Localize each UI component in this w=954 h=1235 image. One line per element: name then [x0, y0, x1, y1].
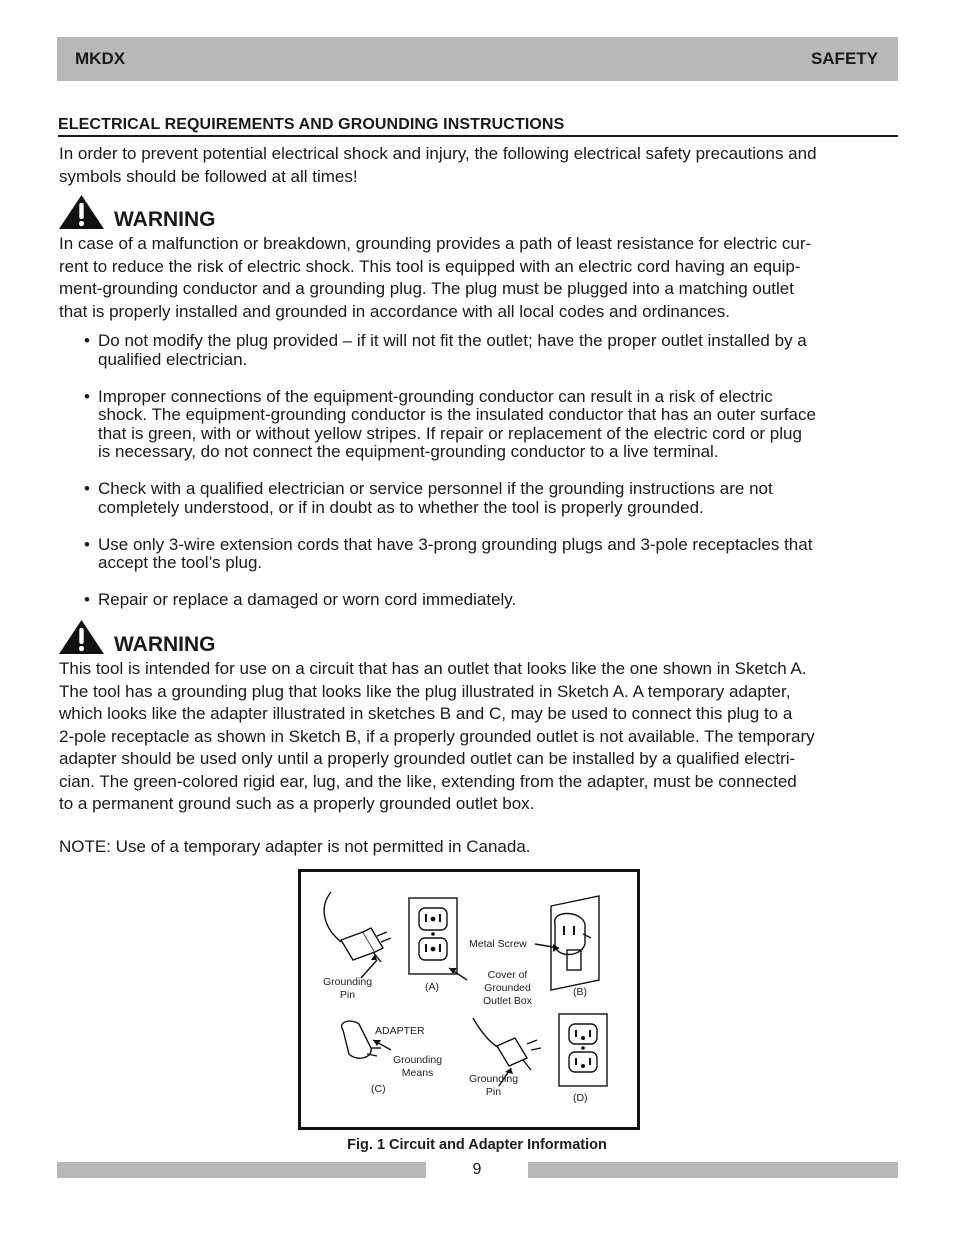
safety-bullet-list	[84, 332, 899, 628]
label-sketch-d: (D)	[573, 1092, 588, 1104]
intro-paragraph: In order to prevent potential electrical shock and injury, the following electrical safety precautions and symbols should be followed at all times!	[59, 144, 817, 186]
page-header	[57, 37, 898, 81]
warning-label: WARNING	[114, 208, 216, 231]
section-title: ELECTRICAL REQUIREMENTS AND GROUNDING INSTRUCTIONS	[58, 116, 898, 137]
warning-2-text: This tool is intended for use on a circuit that has an outlet that looks like the one shown in Sketch A. The tool has a grounding plug that looks like the plug illustrated in Sketch A. A temporary adapter, which looks like the adapter illustrated in sketches B and C, may be used to connect this plug to a 2-pole receptacle as shown in Sketch B, if a properly grounded outlet is not available. The temporary adapter should be used only until a properly grounded outlet can be installed by a qualified electri- cian. The green-colored rigid ear, lug, and the like, extending from the adapter, must be connected to a permanent ground such as a properly grounded outlet box.	[59, 659, 815, 813]
warning-heading-2	[58, 619, 216, 655]
canada-note: NOTE: Use of a temporary adapter is not permitted in Canada.	[59, 837, 531, 856]
list-item: • Check with a qualified electrician or service personnel if the grounding instructions are not completely understood, or if in doubt as to whether the tool is properly grounded.	[84, 479, 773, 517]
warning-1-text: In case of a malfunction or breakdown, grounding provides a path of least resistance for electric cur- rent to reduce the risk of electric shock. This tool is equipped with an electric cord having an equip- ment-grounding conductor and a grounding plug. The plug must be plugged into a matching outlet that is properly installed and grounded in accordance with all local codes and ordinances.	[59, 234, 812, 321]
header-section: SAFETY	[810, 49, 878, 68]
list-item: • Improper connections of the equipment-grounding conductor can result in a risk of electric shock. The equipment-grounding conductor is the insulated conductor that has an outer surface that is green, with or without yellow stripes. If repair or replacement of the electric cord or plug is necessary, do not connect the equipment-grounding conductor to a live terminal.	[84, 386, 816, 461]
circuit-adapter-figure	[298, 869, 640, 1130]
header-model: MKDX	[75, 49, 126, 68]
warning-triangle-icon	[58, 194, 105, 230]
label-grounding-pin-d: Grounding Pin	[469, 1073, 519, 1098]
label-adapter: ADAPTER	[375, 1025, 425, 1037]
list-item: • Repair or replace a damaged or worn cord immediately.	[84, 590, 517, 609]
label-sketch-c: (C)	[371, 1083, 386, 1095]
label-grounding-pin-a: Grounding Pin	[323, 976, 373, 1001]
label-cover-of-grounded-outlet-box: Cover of Grounded Outlet Box	[483, 969, 533, 1007]
list-item: • Do not modify the plug provided – if it will not fit the outlet; have the proper outlet installed by a qualified electrician.	[84, 331, 807, 369]
warning-heading-1	[58, 194, 216, 230]
label-sketch-b: (B)	[573, 986, 587, 998]
cord-line	[324, 892, 341, 942]
warning-triangle-icon	[58, 619, 105, 655]
list-item: • Use only 3-wire extension cords that have 3-prong grounding plugs and 3-pole receptacles that accept the tool’s plug.	[84, 534, 813, 572]
label-sketch-a: (A)	[425, 981, 439, 993]
label-grounding-means: Grounding Means	[393, 1054, 443, 1079]
figure-caption: Fig. 1 Circuit and Adapter Information	[347, 1137, 607, 1153]
warning-label: WARNING	[114, 633, 216, 656]
label-metal-screw: Metal Screw	[469, 938, 527, 950]
page-number: 9	[472, 1161, 482, 1178]
